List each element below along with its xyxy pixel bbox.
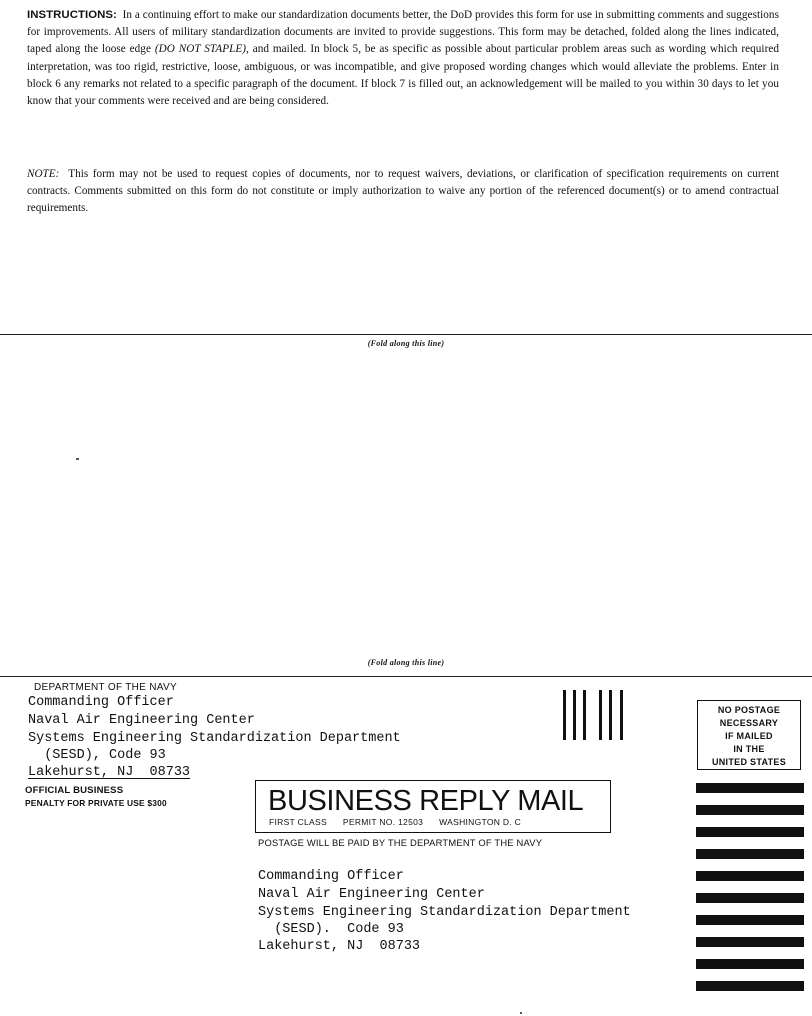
fim-bar <box>583 690 586 740</box>
instructions-body-part1: In a continuing effort to make our standardization documents better, the DoD provides this form for use in submitting comments and suggestions for improvements. All users of military standardization documents are invited to provide suggestions. This form may be detached, folded along the lines indicated, taped along the loose edge <box>27 9 779 56</box>
reply-stripe <box>696 893 804 903</box>
addressee-line: Naval Air Engineering Center <box>258 887 485 902</box>
reply-stripe <box>696 827 804 837</box>
return-address-line: Commanding Officer <box>28 695 174 710</box>
note-lead: NOTE: <box>27 168 60 180</box>
postage-box-line: IN THE <box>733 744 765 754</box>
reply-permit: PERMIT NO. 12503 <box>342 817 424 827</box>
postage-paid-line: POSTAGE WILL BE PAID BY THE DEPARTMENT OF THE NAVY <box>258 837 543 848</box>
fold-label-lower: (Fold along this line) <box>367 658 445 667</box>
penalty-label: PENALTY FOR PRIVATE USE $300 <box>25 798 167 808</box>
note-paragraph <box>27 166 779 218</box>
fim-bar <box>563 690 566 740</box>
addressee-line: Systems Engineering Standardization Department <box>258 905 631 920</box>
instructions-lead: INSTRUCTIONS: <box>27 9 117 21</box>
business-reply-box <box>255 780 611 833</box>
reply-class: FIRST CLASS <box>269 817 327 827</box>
reply-stripe <box>696 783 804 793</box>
instructions-body-part2: , and mailed. In block 5, be as specific as possible about particular problem areas such as wording which required interpretation, was too rigid, restrictive, loose, ambiguous, or was incompatible, and give proposed wording changes which would alleviate the problems. Enter in block 6 any remarks not related to a specific paragraph of the document. If block 7 is filled out, an acknowledgement will be mailed to you within 30 days to let you know that your comments were received and are being considered. <box>27 43 779 108</box>
return-address-line: Systems Engineering Standardization Department <box>28 731 401 746</box>
official-business-label: OFFICIAL BUSINESS <box>25 785 124 796</box>
fim-bar <box>620 690 623 740</box>
fim-bars <box>563 690 623 740</box>
official-business-block <box>25 784 167 810</box>
addressee-line: Lakehurst, NJ 08733 <box>258 939 421 954</box>
business-reply-details <box>269 817 521 827</box>
reply-stripe <box>696 959 804 969</box>
postage-box-line: UNITED STATES <box>711 757 787 767</box>
business-reply-title: BUSINESS REPLY MAIL <box>268 785 584 817</box>
fold-line-upper <box>0 334 812 335</box>
postage-box-line: IF MAILED <box>725 731 773 741</box>
return-address-line: Lakehurst, NJ 08733 <box>28 765 191 780</box>
postage-box-line: NO POSTAGE <box>717 705 781 715</box>
reply-stripe <box>696 849 804 859</box>
return-address-line: Naval Air Engineering Center <box>28 713 255 728</box>
reply-stripe <box>696 981 804 991</box>
addressee-line: Commanding Officer <box>258 869 404 884</box>
return-address-line: (SESD), Code 93 <box>28 748 166 763</box>
note-body: This form may not be used to request copies of documents, nor to request waivers, deviations, or clarification of specification requirements on current contracts. Comments submitted on this form do not constitute or imply authorization to waive any portion of the referenced document(s) or to amend contractual requirements. <box>27 168 779 215</box>
return-department: DEPARTMENT OF THE NAVY <box>34 682 177 693</box>
reply-stripe <box>696 915 804 925</box>
fim-bar <box>609 690 612 740</box>
fim-bar <box>599 690 602 740</box>
instructions-paragraph <box>27 7 779 110</box>
scan-speck <box>76 458 79 460</box>
no-postage-box <box>697 700 801 770</box>
reply-stripe <box>696 871 804 881</box>
postage-box-line: NECESSARY <box>719 718 779 728</box>
do-not-staple-note: (DO NOT STAPLE) <box>154 43 247 56</box>
reply-stripe <box>696 937 804 947</box>
fim-bar <box>573 690 576 740</box>
reply-stripe <box>696 805 804 815</box>
scan-speck <box>520 1012 522 1014</box>
reply-city: WASHINGTON D. C <box>439 817 522 827</box>
fold-label-upper: (Fold along this line) <box>367 339 445 348</box>
addressee-line: (SESD). Code 93 <box>258 922 404 937</box>
fold-line-lower <box>0 676 812 677</box>
